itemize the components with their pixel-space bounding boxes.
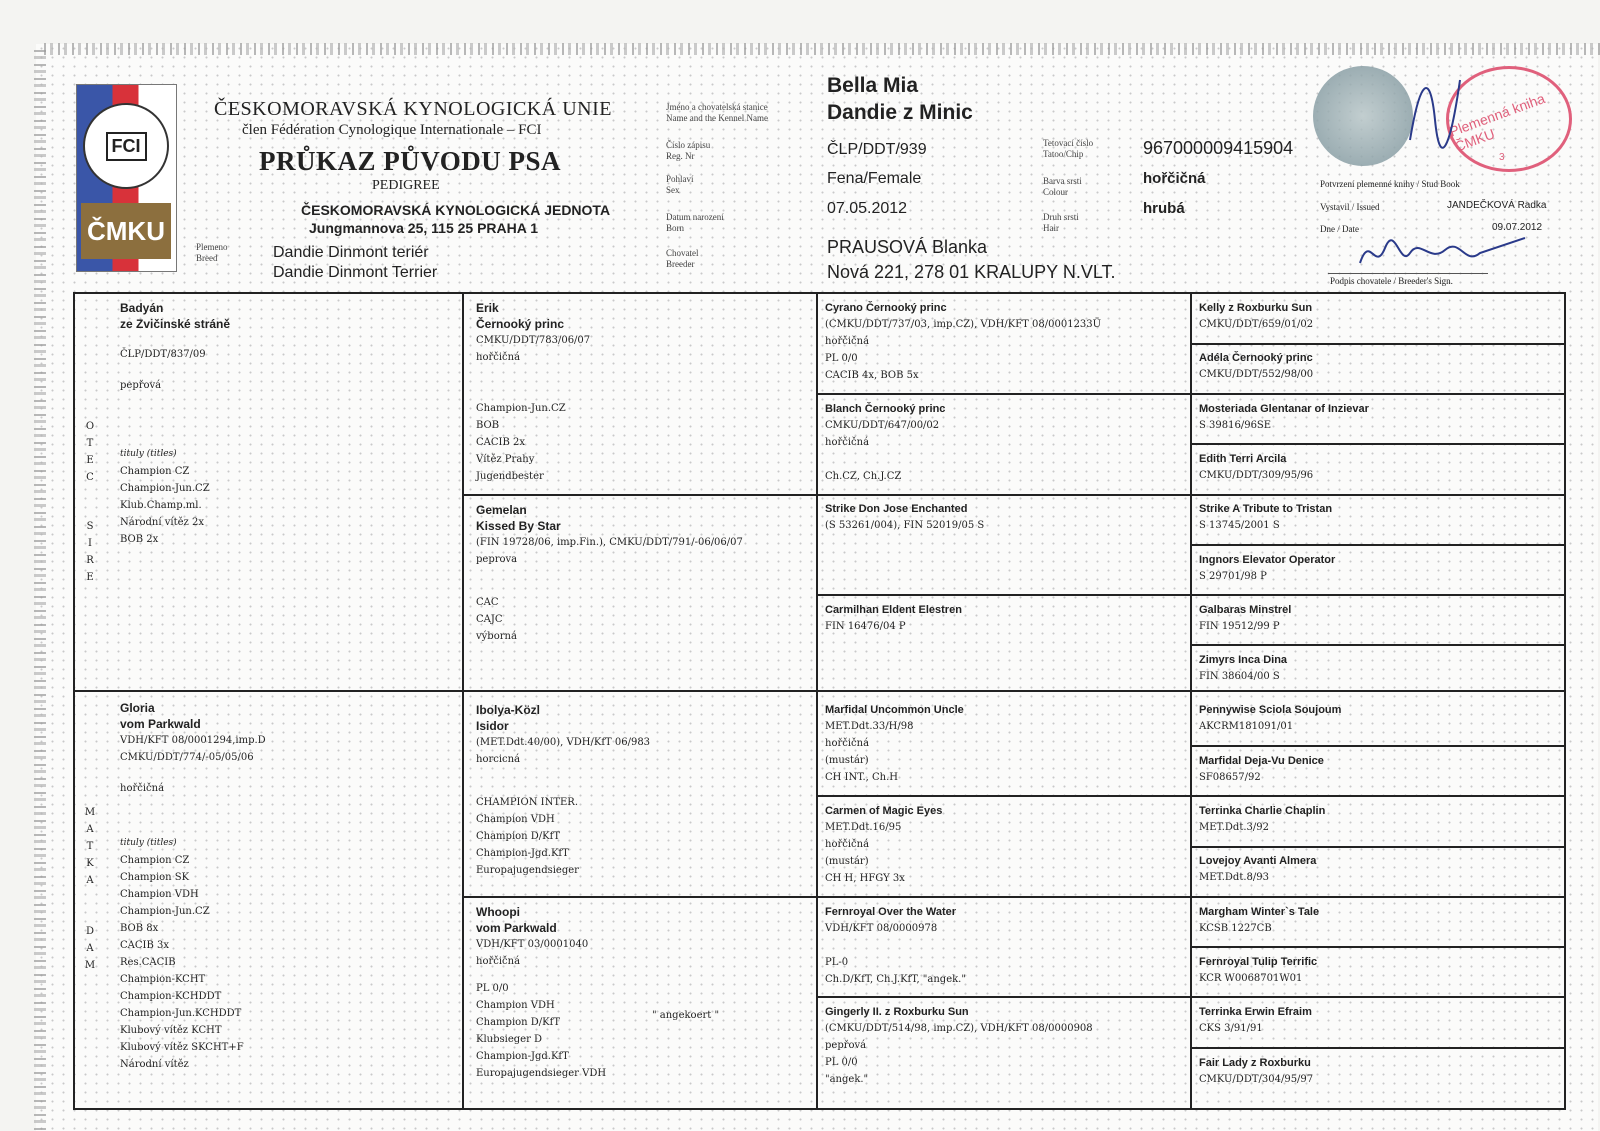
gen2-title: Vítěz Prahy xyxy=(476,454,535,465)
gen4-name: Terrinka Erwin Efraim xyxy=(1199,1006,1312,1019)
gen4-cell xyxy=(1199,1004,1559,1037)
org2-name: ČESKOMORAVSKÁ KYNOLOGICKÁ JEDNOTA xyxy=(301,202,611,218)
dam-titles-label: tituly (titles) xyxy=(120,838,177,848)
gen4-name: Kelly z Roxburku Sun xyxy=(1199,302,1313,314)
gen4-name: Margham Winter`s Tale xyxy=(1199,905,1320,918)
gen3-name: Carmilhan Eldent Elestren xyxy=(825,603,962,616)
gen2-title: Europajugendsieger VDH xyxy=(476,1068,607,1079)
dam-title: Champion-Jun.KCHDDT xyxy=(120,1008,242,1019)
gen3-line: (mustár) xyxy=(825,755,869,767)
gen2-title: CACIB 2x xyxy=(476,437,526,448)
gen3-cell xyxy=(825,501,1185,534)
gen3-line: CH H, HFGY 3x xyxy=(825,873,905,884)
gen4-line: KCSB 1227CB xyxy=(1199,922,1272,934)
sire-colour: pepřová xyxy=(120,380,162,391)
gen2-title: Europajugendsieger xyxy=(476,865,579,876)
gen2-title: Champion D/KfT xyxy=(476,831,561,842)
gen4-cell xyxy=(1199,602,1559,635)
gen4-name: Adéla Černooký princ xyxy=(1199,352,1313,365)
official-seal-stamp xyxy=(1313,66,1413,166)
org-member: člen Fédération Cynologique Internationale – FCI xyxy=(242,122,542,138)
breed-label: Plemeno Breed xyxy=(196,242,228,263)
org2-address: Jungmannova 25, 115 25 PRAHA 1 xyxy=(309,220,539,236)
gen2-cell: Erik Černooký princ CMKU/DDT/783/06/07 hořčičná Champion-Jun.CZ BOB CACIB 2x Vítěz Prahy Jugendbester xyxy=(476,300,806,485)
gen4-line: CMKU/DDT/304/95/97 xyxy=(1199,1073,1314,1085)
label-reg: Číslo zápisu Reg. Nr xyxy=(666,140,711,161)
dog-name-2: Dandie z Minic xyxy=(827,101,973,124)
gen3-line: hořčičná xyxy=(825,738,870,750)
breeder-address: Nová 221, 278 01 KRALUPY N.VLT. xyxy=(827,262,1116,282)
sire-titles-label: tituly (titles) xyxy=(120,449,177,459)
gen4-cell xyxy=(1199,350,1559,383)
gen4-line: CMKU/DDT/659/01/02 xyxy=(1199,319,1314,330)
gen2-cell: Gemelan Kissed By Star (FIN 19728/06, imp.Fin.), CMKU/DDT/791/-06/06/07 peprova CAC CAJC výborná xyxy=(476,502,806,645)
label-tattoo: Tetovací číslo Tatoo/Chip xyxy=(1043,138,1094,159)
gen3-name: Blanch Černooký princ xyxy=(825,402,946,415)
gen2-title: Champion-Jun.CZ xyxy=(476,403,566,414)
sire-cell xyxy=(120,300,450,548)
gen2-title: PL 0/0 xyxy=(476,983,509,994)
gen2-title: Champion VDH xyxy=(476,1000,555,1011)
gen3-cell xyxy=(825,702,1185,786)
gen4-name: Galbaras Minstrel xyxy=(1199,603,1292,616)
gen4-line: MET.Ddt.8/93 xyxy=(1199,872,1269,884)
gen3-cell xyxy=(825,300,1185,384)
label-studbook: Potvrzení plemenné knihy / Stud Book xyxy=(1320,179,1460,189)
breed-en: Dandie Dinmont Terrier xyxy=(273,264,438,281)
gen4-line: S 29701/98 P xyxy=(1199,570,1267,582)
gen4-name: Strike A Tribute to Tristan xyxy=(1199,503,1333,516)
sire-title: BOB 2x xyxy=(120,534,159,545)
gen4-line: CMKU/DDT/309/95/96 xyxy=(1199,469,1314,481)
gen4-line: CKS 3/91/91 xyxy=(1199,1023,1263,1035)
issued-by: JANDEČKOVÁ Radka xyxy=(1447,200,1547,211)
gen4-name: Edith Terri Arcila xyxy=(1199,452,1287,465)
gen4-cell xyxy=(1199,853,1559,886)
gen3-line: MET.Ddt.16/95 xyxy=(825,822,902,833)
gen3-line: (CMKU/DDT/737/03, imp.CZ), VDH/KFT 08/0001233Ü xyxy=(825,319,1102,330)
dam-title: Champion-KCHDDT xyxy=(120,991,222,1002)
gen4-cell xyxy=(1199,803,1559,836)
sire-name-1: Badyán xyxy=(120,301,164,315)
gen3-cell xyxy=(825,1004,1185,1088)
gen4-cell xyxy=(1199,451,1559,484)
gen2-title: Champion-Jgd.KfT xyxy=(476,1051,569,1062)
dog-chip: 967000009415904 xyxy=(1143,138,1294,158)
gen3-line: (S 53261/004), FIN 52019/05 S xyxy=(825,520,985,532)
gen4-line: FIN 38604/00 S xyxy=(1199,671,1280,683)
dam-title: Champion-Jun.CZ xyxy=(120,906,210,917)
breed-cz: Dandie Dinmont teriér xyxy=(273,244,429,261)
document-subtitle: PEDIGREE xyxy=(372,178,440,193)
dam-reg-1: VDH/KFT 08/0001294,imp.D xyxy=(120,735,266,746)
label-issued: Vystavil / Issued xyxy=(1320,202,1380,212)
gen3-name: Strike Don Jose Enchanted xyxy=(825,503,968,516)
gen2-title: Klubsieger D xyxy=(476,1034,543,1045)
gen3-cell xyxy=(825,803,1185,887)
gen4-name: Ingnors Elevator Operator xyxy=(1199,553,1336,566)
dog-sex: Fena/Female xyxy=(827,170,922,187)
gen3-cell xyxy=(825,904,1185,988)
sire-reg: ČLP/DDT/837/09 xyxy=(120,349,206,360)
registrar-signature xyxy=(1400,60,1470,160)
sire-titles xyxy=(120,463,450,548)
dog-reg: ČLP/DDT/939 xyxy=(827,141,927,158)
side-label-dam-cz: M A T K A xyxy=(84,807,96,886)
gen4-cell xyxy=(1199,954,1559,987)
dam-title: Champion SK xyxy=(120,872,190,883)
gen4-cell xyxy=(1199,652,1559,685)
label-colour: Barva srsti Colour xyxy=(1043,176,1082,197)
studbook-stamp: Plemenná kniha ČMKU xyxy=(1446,66,1572,172)
gen4-name: Zimyrs Inca Dina xyxy=(1199,654,1288,667)
dam-title: Národní vítěz xyxy=(120,1059,189,1070)
gen4-line: S 39816/96SE xyxy=(1199,419,1272,431)
gen4-cell xyxy=(1199,702,1559,735)
gen3-line: CACIB 4x, BOB 5x xyxy=(825,370,919,381)
gen2-title: CAJC xyxy=(476,614,503,625)
label-breeder-sign: Podpis chovatele / Breeder's Sign. xyxy=(1330,276,1453,286)
side-label-sire-cz: O T E C xyxy=(85,421,95,483)
angekoert-note: " angekoert " xyxy=(652,1010,720,1021)
issued-date: 09.07.2012 xyxy=(1492,222,1543,233)
dog-born: 07.05.2012 xyxy=(827,200,908,217)
dam-title: Champion CZ xyxy=(120,855,190,866)
gen4-line: CMKU/DDT/552/98/00 xyxy=(1199,369,1314,381)
gen4-cell xyxy=(1199,401,1559,434)
gen2-title: CHAMPION INTER. xyxy=(476,797,579,808)
label-born: Datum narození Born xyxy=(666,212,724,233)
label-name: Jméno a chovatelská stanice Name and the Kennel Name xyxy=(666,102,768,123)
side-label-sire-en: S I R E xyxy=(86,521,94,583)
side-label-dam-en: D A M xyxy=(84,926,96,971)
studbook-stamp-number: 3 xyxy=(1499,152,1505,163)
gen3-line: PL-0 xyxy=(825,956,849,968)
dam-name-2: vom Parkwald xyxy=(120,717,201,731)
gen3-line: VDH/KFT 08/0000978 xyxy=(825,922,938,934)
cmku-emblem: ČMKU xyxy=(81,203,171,259)
gen4-line: AKCRM181091/01 xyxy=(1199,721,1294,733)
fci-emblem: FCI xyxy=(83,103,169,189)
gen3-line: Ch.CZ, Ch.J.CZ xyxy=(825,470,902,482)
sire-title: Champion-Jun.CZ xyxy=(120,483,210,494)
dam-title: BOB 8x xyxy=(120,923,159,934)
dog-hair: hrubá xyxy=(1143,200,1185,217)
gen2-title: CAC xyxy=(476,597,499,608)
gen4-line: SF08657/92 xyxy=(1199,771,1261,783)
document-title: PRŮKAZ PŮVODU PSA xyxy=(259,146,561,176)
breeder-signature xyxy=(1355,228,1535,278)
gen2-title: Champion VDH xyxy=(476,814,555,825)
gen3-line: FIN 16476/04 P xyxy=(825,620,906,632)
gen3-name: Carmen of Magic Eyes xyxy=(825,805,943,817)
dam-name-1: Gloria xyxy=(120,701,155,715)
gen4-name: Marfidal Deja-Vu Denice xyxy=(1199,754,1324,767)
gen3-line: hořčičná xyxy=(825,839,870,850)
dam-title: Res.CACIB xyxy=(120,957,176,968)
gen3-line: PL 0/0 xyxy=(825,353,858,364)
gen2-cell: Whoopi vom Parkwald VDH/KFT 03/0001040 hořčičná PL 0/0 Champion VDH Champion D/KfT Klubsieger D Champion-Jgd.KfT Europajugendsieger VDH xyxy=(476,904,806,1082)
label-date: Dne / Date xyxy=(1320,224,1359,234)
gen4-name: Lovejoy Avanti Almera xyxy=(1199,855,1317,868)
gen3-line xyxy=(825,451,1185,468)
gen2-title: BOB xyxy=(476,420,500,431)
gen4-cell xyxy=(1199,753,1559,786)
dam-title: Klubový vítěz SKCHT+F xyxy=(120,1042,244,1053)
gen4-cell xyxy=(1199,552,1559,585)
gen2-title: Champion D/KfT xyxy=(476,1017,561,1028)
gen4-line: MET.Ddt.3/92 xyxy=(1199,822,1269,833)
gen4-cell xyxy=(1199,300,1559,333)
gen4-name: Mosteriada Glentanar of Inzievar xyxy=(1199,402,1369,415)
sire-title: Champion CZ xyxy=(120,466,190,477)
gen4-line: S 13745/2001 S xyxy=(1199,520,1280,532)
dam-title: CACIB 3x xyxy=(120,940,170,951)
gen3-cell xyxy=(825,602,1185,635)
dam-title: Klubový vítěz KCHT xyxy=(120,1025,222,1036)
dog-colour: hořčičná xyxy=(1143,170,1206,187)
gen4-cell xyxy=(1199,501,1559,534)
sire-name-2: ze Zvičinské stráně xyxy=(120,317,231,331)
gen3-line: hořčičná xyxy=(825,336,870,347)
gen4-line: KCR W0068701W01 xyxy=(1199,972,1303,984)
gen3-name: Fernroyal Over the Water xyxy=(825,905,957,918)
breeder-name: PRAUSOVÁ Blanka xyxy=(827,237,988,257)
fci-cmku-logo xyxy=(76,84,177,272)
gen4-name: Pennywise Sciola Soujoum xyxy=(1199,704,1342,717)
ornamental-border-left xyxy=(34,50,46,1131)
gen3-line: Ch.D/KfT, Ch.J.KfT, "angek." xyxy=(825,973,966,985)
gen2-cell: Ibolya-Közl Isidor (MET.Ddt.40/00), VDH/KfT 06/983 horcicná CHAMPION INTER. Champion VDH Champion D/KfT Champion-Jgd.KfT Europajugendsieger xyxy=(476,702,806,879)
dam-titles xyxy=(120,852,450,1073)
gen3-name: Gingerly II. z Roxburku Sun xyxy=(825,1006,969,1019)
ornamental-border-top xyxy=(44,43,1600,55)
gen3-line: pepřová xyxy=(825,1040,867,1052)
gen4-line: FIN 19512/99 P xyxy=(1199,620,1280,632)
label-sex: Pohlaví Sex xyxy=(666,174,694,195)
gen3-line: PL 0/0 xyxy=(825,1057,858,1069)
gen3-line: (CMKU/DDT/514/98, imp.CZ), VDH/KFT 08/0000908 xyxy=(825,1023,1093,1035)
gen2-title: Champion-Jgd.KfT xyxy=(476,848,569,859)
gen4-cell xyxy=(1199,1055,1559,1088)
gen4-name: Fernroyal Tulip Terrific xyxy=(1199,955,1318,968)
gen2-title: výborná xyxy=(476,631,517,642)
gen3-name: Cyrano Černooký princ xyxy=(825,302,947,314)
gen3-cell xyxy=(825,401,1185,485)
gen4-cell xyxy=(1199,904,1559,937)
gen3-line: hořčičná xyxy=(825,436,870,448)
gen3-line xyxy=(825,937,1185,954)
org-name: ČESKOMORAVSKÁ KYNOLOGICKÁ UNIE xyxy=(214,98,612,120)
dam-colour: hořčičná xyxy=(120,783,165,794)
sire-title: Národní vítěz 2x xyxy=(120,517,204,528)
gen3-line: "angek." xyxy=(825,1074,869,1086)
gen3-line: (mustár) xyxy=(825,856,869,867)
gen3-line: MET.Ddt.33/H/98 xyxy=(825,721,914,733)
dam-title: Champion VDH xyxy=(120,889,199,900)
dam-reg-2: CMKU/DDT/774/-05/05/06 xyxy=(120,752,254,763)
dam-cell xyxy=(120,700,450,1073)
gen4-name: Fair Lady z Roxburku xyxy=(1199,1056,1311,1069)
sire-title: Klub.Champ.ml. xyxy=(120,500,202,511)
gen4-name: Terrinka Charlie Chaplin xyxy=(1199,805,1326,817)
gen3-line: CMKU/DDT/647/00/02 xyxy=(825,419,940,431)
gen2-title: Jugendbester xyxy=(476,471,544,482)
dam-title: Champion-KCHT xyxy=(120,974,206,985)
label-breeder: Chovatel Breeder xyxy=(666,248,699,269)
dog-name-1: Bella Mia xyxy=(827,74,919,97)
label-hair: Druh srsti Hair xyxy=(1043,212,1079,233)
gen3-name: Marfidal Uncommon Uncle xyxy=(825,704,964,717)
gen3-line: CH INT., Ch.H xyxy=(825,772,898,784)
